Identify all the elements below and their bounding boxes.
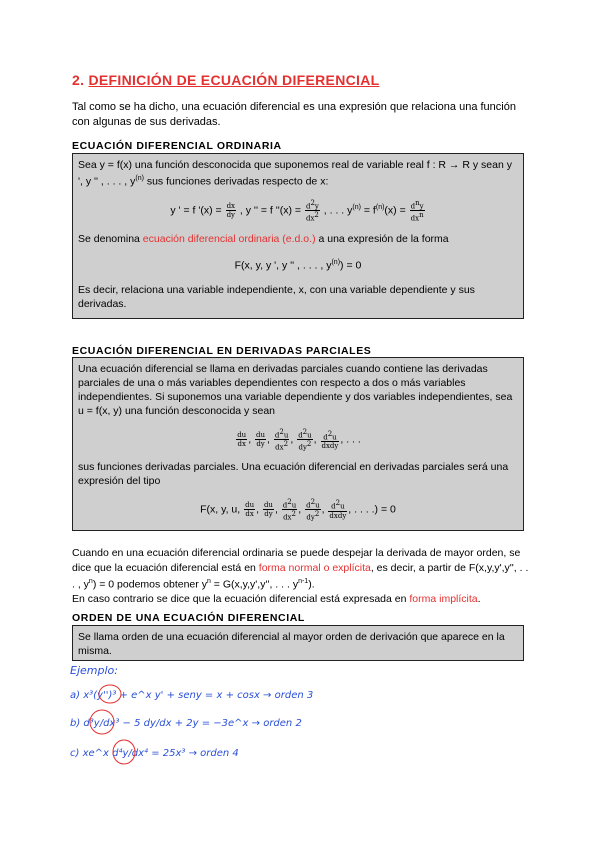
parciales-box (72, 357, 524, 531)
page-title: 2. DEFINICIÓN DE ECUACIÓN DIFERENCIAL (72, 72, 380, 88)
edo-formula: F(x, y, y ', y '' , . . . , $y^{(n)}) = 0$ (234, 259, 362, 272)
example-a: a) x³(y'')³ + e^x y' + seny = x + cosx → orden 3 (70, 690, 314, 701)
orden-heading: ORDEN DE UNA ECUACIÓN DIFERENCIAL (72, 612, 305, 624)
example-b: b) d³y/dx³ − 5 dy/dx + 2y = −3e^x → orden 2 (70, 718, 302, 729)
partial-derivatives-list: $\frac{du}{dx}$ , $\frac{du}{dy}$ , $\frac{d^2u}{dx^2}$ , $\frac{d^2u}{dy^2}$ , $\frac{d^2u}{\text{dxdy}}$ , . . . (237, 428, 361, 452)
ordinaria-closing: Es decir, relaciona una variable independiente, x, con una variable dependiente y sus derivadas. (78, 283, 475, 310)
orden-text: Se llama orden de una ecuación diferencial al mayor orden de derivación que aparece en la misma. (78, 631, 505, 657)
derivatives-formula: y ' = f '(x) = $\frac{dx}{dy}$ , y '' = f ''(x) = $\frac{d^2y}{dx^2}$ , . . . $y^{(n)} = f^{(n)}(x)$ = $\frac{d^ny}{dx^n}$ (170, 198, 424, 223)
example-c: c) xe^x d⁴y/dx⁴ = 25x³ → orden 4 (70, 748, 239, 759)
ordinaria-box (72, 153, 524, 319)
example-label: Ejemplo: (70, 664, 118, 677)
edo-definition: Se denomina ecuación diferencial ordinaria (e.d.o.) a una expresión de la forma (78, 233, 449, 246)
ordinaria-line1: Sea y = f(x) una función desconocida que suponemos real de variable real f : R → R y sean y ', y '' , . . . , $y^{(n)}$ sus funciones derivadas respecto de x: (78, 159, 512, 188)
explicita-paragraph: Cuando en una ecuación diferencial ordinaria se puede despejar la derivada de mayor orden, se dice que la ecuación diferencial está en forma normal o explícita, es decir, a partir de F(x,y,y',y'', . . . , $y^n) = 0$ podemos obtener $y^n = G(x,y,y',y''$, . . . $y^{n-1}$). En caso contrario se dice que la ecuación diferencial está expresada en forma implícita. (72, 547, 529, 605)
edp-formula: F(x, y, u, $\frac{du}{dx}$ , $\frac{du}{dy}$ , $\frac{d^2u}{dx^2}$ , $\frac{d^2u}{dy^2}$ , $\frac{d^2u}{\text{dxdy}}$ , . . . .) = 0 (200, 497, 396, 522)
parciales-heading: ECUACIÓN DIFERENCIAL EN DERIVADAS PARCIALES (72, 345, 372, 357)
intro-paragraph: Tal como se ha dicho, una ecuación diferencial es una expresión que relaciona una función con algunas de sus derivadas. (72, 101, 516, 128)
handwritten-example (66, 660, 366, 770)
orden-box (72, 625, 524, 661)
ordinaria-heading: ECUACIÓN DIFERENCIAL ORDINARIA (72, 140, 282, 152)
parciales-text2: sus funciones derivadas parciales. Una ecuación diferencial en derivadas parciales será una expresión del tipo (78, 460, 509, 487)
parciales-text1: Una ecuación diferencial se llama en derivadas parciales cuando contiene las derivadas parciales de una o más variables dependientes con respecto a dos o más variables independientes. Si suponemos una variable dependiente y dos variables independientes, sea u = f(x, y) una función desconocida y sean (78, 363, 513, 417)
